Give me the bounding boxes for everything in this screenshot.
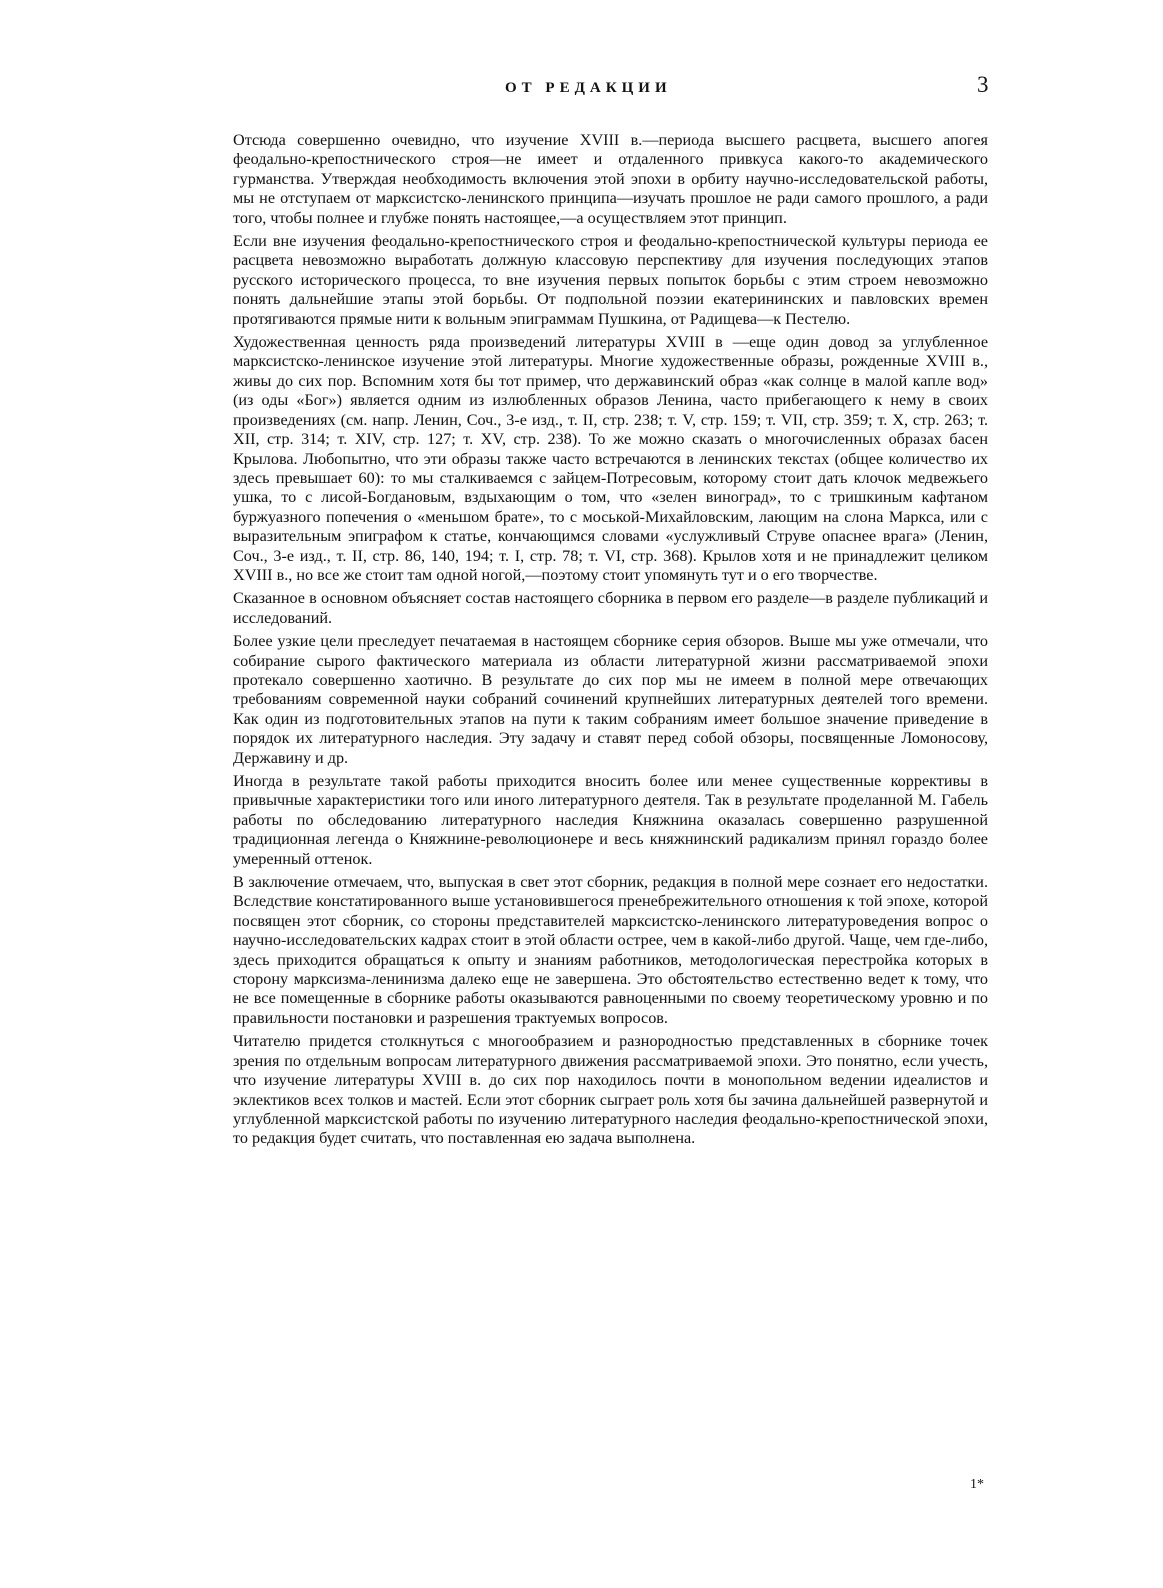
paragraph-6: Иногда в результате такой работы приходится вносить более или менее существенные коррективы в привычные характеристики того или иного литературного деятеля. Так в результате проделанной М. Габель работы по обследованию литературного наследия Княжнина оказалась совершенно разрушенной традиционная легенда о Княжнине-революционере и весь княжнинский радикализм принял гораздо более умеренный оттенок. (233, 772, 988, 868)
paragraph-4: Сказанное в основном объясняет состав настоящего сборника в первом его разделе—в разделе публикаций и исследований. (233, 589, 988, 627)
page-number: 3 (977, 72, 989, 97)
paragraph-1: Отсюда совершенно очевидно, что изучение XVIII в.—периода высшего расцвета, высшего апогея феодально-крепостнического строя—не имеет и отдаленного привкуса какого-то академического гурманства. Утверждая необходимость включения этой эпохи в орбиту научно-исследовательской работы, мы не отступаем от марксистско-ленинского принципа—изучать прошлое не ради самого прошлого, а ради того, чтобы полнее и глубже понять настоящее,—а осуществляем этот принцип. (233, 131, 988, 227)
running-head: ОТ РЕДАКЦИИ (505, 80, 672, 96)
paragraph-8: Читателю придется столкнуться с многообразием и разнородностью представленных в сборнике точек зрения по отдельным вопросам литературного движения рассматриваемой эпохи. Это понятно, если учесть, что изучение литературы XVIII в. до сих пор находилось почти в монопольном ведении идеалистов и эклектиков всех толков и мастей. Если этот сборник сыграет роль хотя бы зачина дальнейшей развернутой и углубленной марксистской работы по изучению литературного наследия феодально-крепостнической эпохи, то редакция будет считать, что поставленная ею задача выполнена. (233, 1032, 988, 1148)
paragraph-3: Художественная ценность ряда произведений литературы XVIII в —еще один довод за углубленное марксистско-ленинское изучение этой литературы. Многие художественные образы, рожденные XVIII в., живы до сих пор. Вспомним хотя бы тот пример, что державинский образ «как солнце в малой капле вод» (из оды «Бог») является одним из излюбленных образов Ленина, часто прибегающего к нему в своих произведениях (см. напр. Ленин, Соч., 3-е изд., т. II, стр. 238; т. V, стр. 159; т. VII, стр. 359; т. X, стр. 263; т. XII, стр. 314; т. XIV, стр. 127; т. XV, стр. 238). То же можно сказать о многочисленных образах басен Крылова. Любопытно, что эти образы также часто встречаются в ленинских текстах (общее количество их здесь превышает 60): то мы сталкиваемся с зайцем-Потресовым, которому стоит дать клочок медвежьего ушка, то с лисой-Богдановым, вздыхающим о том, что «зелен виноград», то с тришкиным кафтаном буржуазного попечения о «меньшом брате», то с моськой-Михайловским, лающим на слона Маркса, или с выразительным эпиграфом к статье, кончающимся словами «услужливый Струве опаснее врага» (Ленин, Соч., 3-е изд., т. II, стр. 86, 140, 194; т. I, стр. 78; т. VI, стр. 368). Крылов хотя и не принадлежит целиком XVIII в., но все же стоит там одной ногой,—поэтому стоит упомянуть тут и о его творчестве. (233, 333, 988, 584)
body-text (233, 131, 988, 1153)
paragraph-5: Более узкие цели преследует печатаемая в настоящем сборнике серия обзоров. Выше мы уже отмечали, что собирание сырого фактического материала из области литературной жизни рассматриваемой эпохи протекало совершенно хаотично. В результате до сих пор мы не имеем в полной мере отвечающих требованиям современной науки собраний сочинений крупнейших литературных деятелей того времени. Как один из подготовительных этапов на пути к таким собраниям имеет большое значение приведение в порядок их литературного наследия. Эту задачу и ставят перед собой обзоры, посвященные Ломоносову, Державину и др. (233, 632, 988, 767)
signature-mark: 1* (970, 1477, 984, 1492)
paragraph-2: Если вне изучения феодально-крепостнического строя и феодально-крепостнической культуры периода ее расцвета невозможно выработать должную классовую перспективу для изучения последующих этапов русского исторического процесса, то вне изучения первых попыток борьбы с этим строем невозможно понять дальнейшие этапы этой борьбы. От подпольной поэзии екатерининских и павловских времен протягиваются прямые нити к вольным эпиграммам Пушкина, от Радищева—к Пестелю. (233, 232, 988, 328)
paragraph-7: В заключение отмечаем, что, выпуская в свет этот сборник, редакция в полной мере сознает его недостатки. Вследствие констатированного выше установившегося пренебрежительного отношения к той эпохе, которой посвящен этот сборник, со стороны представителей марксистско-ленинского литературоведения вопрос о научно-исследовательских кадрах стоит в этой области острее, чем в какой-либо другой. Чаще, чем где-либо, здесь приходится обращаться к опыту и знаниям работников, методологическая перестройка которых в сторону марксизма-ленинизма далеко еще не завершена. Это обстоятельство естественно ведет к тому, что не все помещенные в сборнике работы оказываются равноценными по своему теоретическому уровню и по правильности постановки и разрешения трактуемых вопросов. (233, 873, 988, 1027)
